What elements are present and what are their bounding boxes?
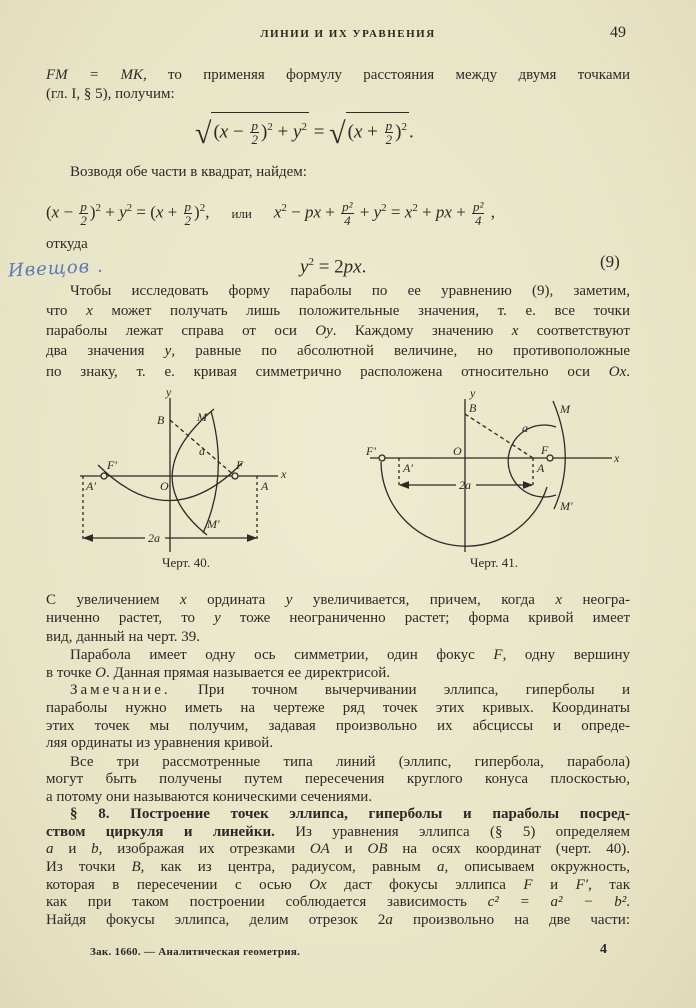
- text-run: =: [386, 202, 405, 222]
- fraction-denominator: 2: [251, 132, 258, 148]
- text-run: ,: [486, 202, 495, 222]
- figure-41-caption: Черт. 41.: [470, 555, 519, 570]
- text-line: [46, 839, 630, 859]
- label-y: y: [166, 385, 172, 399]
- text-run: и: [532, 877, 576, 893]
- text-line: [46, 769, 630, 789]
- text-run: = (: [132, 202, 156, 222]
- focus-point-left: [379, 455, 385, 461]
- text-run: . Каждому значению: [332, 323, 512, 339]
- fraction-denominator: 2: [184, 213, 192, 229]
- text-run: Из точки: [46, 859, 132, 875]
- text-run: а потому они называются коническими сечениями.: [46, 789, 373, 805]
- label-A: A: [261, 479, 269, 493]
- superscript: 2: [301, 121, 307, 133]
- italic-math: c² = a² − b²: [487, 894, 627, 910]
- running-title: ЛИНИИ И ИХ УРАВНЕНИЯ: [260, 28, 436, 40]
- text-run: ниченно растет, то: [46, 610, 215, 626]
- label-M: M: [560, 402, 570, 416]
- text-run: (гл. I, § 5), получим:: [46, 86, 175, 102]
- superscript: 2: [95, 202, 101, 214]
- label-M-prime: M′: [560, 499, 573, 513]
- footer-imprint: Зак. 1660. — Аналитическая геометрия.: [90, 946, 301, 958]
- figure-40-caption: Черт. 40.: [162, 555, 211, 570]
- text-run: параболы лежат справа от оси: [46, 323, 316, 339]
- label-A-prime: A′: [403, 461, 413, 475]
- text-run: , описываем окружность,: [444, 859, 630, 875]
- text-run: что: [46, 303, 87, 319]
- text-run: Возводя обе части в квадрат, найдем:: [70, 164, 307, 180]
- text-run: ордината: [186, 592, 286, 608]
- text-run: , так: [588, 877, 630, 893]
- text-run: (: [213, 121, 220, 143]
- text-run: , одну вершину: [502, 647, 631, 663]
- italic-math: O: [95, 665, 107, 681]
- label-F: F: [236, 458, 244, 472]
- label-O: O: [453, 444, 462, 458]
- fraction-numerator: p²: [342, 199, 353, 215]
- italic-math: x: [219, 121, 229, 143]
- text-run: (: [347, 121, 354, 143]
- text-run: +: [321, 202, 340, 222]
- text-run: , как из центра, радиусом, равным: [140, 859, 437, 875]
- italic-math: a: [436, 859, 445, 875]
- italic-math: x: [155, 202, 164, 222]
- text-run: С увеличением: [46, 592, 180, 608]
- text-run: вид, данный на черт. 39.: [46, 629, 201, 645]
- text-run: +: [362, 121, 383, 143]
- arc-M-M-prime: [553, 401, 565, 509]
- label-2a: 2a: [459, 478, 471, 492]
- text-run: произвольно на две части:: [392, 912, 630, 928]
- italic-math: F: [493, 647, 503, 663]
- focus-point-right: [232, 473, 238, 479]
- italic-math: px: [304, 202, 322, 222]
- superscript: 2: [199, 202, 206, 214]
- label-B: B: [157, 413, 165, 427]
- text-run: два значения: [46, 343, 165, 359]
- text-line: [46, 892, 630, 912]
- text-run: Из уравнения эллипса (§ 5) определяем: [274, 824, 630, 840]
- italic-math: F′: [575, 877, 589, 893]
- italic-math: b: [91, 841, 99, 857]
- italic-math: a: [46, 841, 54, 857]
- text-run: При точном вычерчивании эллипса, гиперболы и: [170, 682, 630, 698]
- figure-41-labels: [365, 386, 620, 513]
- italic-math: y: [119, 202, 127, 222]
- italic-math: Ox: [608, 364, 627, 380]
- italic-math: y: [293, 121, 302, 143]
- text-run: +: [355, 202, 374, 222]
- text-run: и: [329, 841, 368, 857]
- italic-math: y: [300, 256, 309, 278]
- text-run: неогра-: [562, 592, 631, 608]
- label-F: F: [541, 443, 549, 457]
- text-run: могут быть получены путем пересечения круглого конуса плоскостью,: [46, 771, 630, 787]
- italic-math: Ox: [309, 877, 327, 893]
- text-run: увеличивается, причем, когда: [292, 592, 556, 608]
- text-run: .: [626, 894, 630, 910]
- page-number: 49: [610, 24, 626, 41]
- handwritten-note: Ивещов .: [7, 255, 105, 282]
- text-run: параболы нужно иметь на чертеже ряд точек этих кривых. Координаты: [46, 700, 630, 716]
- italic-math: x: [353, 121, 363, 143]
- italic-math: FM = MK,: [46, 67, 147, 83]
- text-run: которая в пересечении с осью: [46, 877, 310, 893]
- superscript: 2: [381, 202, 387, 214]
- italic-math: y: [373, 202, 382, 222]
- superscript: 2: [308, 256, 314, 268]
- text-run: этих точек мы получим, задавая произвольно их абсциссы и опреде-: [46, 718, 630, 734]
- label-x: x: [281, 467, 287, 481]
- italic-math: x: [555, 592, 563, 608]
- text-run: ): [395, 121, 402, 143]
- italic-math: y: [285, 592, 293, 608]
- label-a: a: [522, 421, 528, 435]
- italic-math: F: [523, 877, 533, 893]
- fraction-denominator: 2: [80, 213, 87, 229]
- text-run: +: [417, 202, 436, 222]
- bold-heading: § 8. Построение точек эллипса, гиперболы и параболы посред-: [70, 806, 630, 822]
- text-run: Все три рассмотренные типа линий (эллипс, гипербола, парабола): [70, 754, 630, 770]
- label-2a: 2a: [148, 531, 160, 545]
- text-run: ляя ординаты из уравнения кривой.: [46, 735, 274, 751]
- text-run: соответствуют: [518, 323, 630, 339]
- text-run: (: [46, 202, 52, 222]
- text-run: в точке: [46, 665, 96, 681]
- text-run: даст фокусы эллипса: [326, 877, 524, 893]
- text-line: [46, 608, 630, 628]
- italic-math: Oy: [315, 323, 333, 339]
- figure-40: [80, 398, 278, 552]
- fraction-numerator: p: [251, 118, 258, 134]
- spaced-emphasis: Замечание.: [70, 682, 171, 698]
- text-run: ): [260, 121, 268, 143]
- italic-math: x: [511, 323, 519, 339]
- text-run: и: [53, 841, 92, 857]
- signature-mark: 4: [600, 942, 607, 957]
- text-line: [70, 645, 630, 665]
- text-line: [46, 910, 630, 930]
- equation-number: (9): [600, 252, 620, 271]
- text-line: [46, 627, 200, 647]
- fraction-numerator: p: [385, 118, 393, 134]
- text-run: откуда: [46, 236, 88, 252]
- text-run: −: [59, 202, 78, 222]
- italic-math: y: [164, 343, 172, 359]
- text-run: .: [626, 364, 630, 380]
- text-run: то применяя формулу расстояния между двумя точками: [146, 67, 631, 83]
- italic-math: x: [86, 303, 93, 319]
- figure-41: [370, 399, 612, 552]
- text-run: Парабола имеет одну ось симметрии, один фокус: [70, 647, 494, 663]
- text-run: −: [286, 202, 305, 222]
- fraction-denominator: 4: [344, 213, 351, 229]
- label-F-prime: F′: [107, 458, 117, 472]
- italic-math: OB: [367, 841, 388, 857]
- italic-math: px: [435, 202, 452, 222]
- text-line: [46, 733, 273, 753]
- italic-math: x: [404, 202, 413, 222]
- circle-arc-right: [203, 411, 218, 533]
- text-line: [46, 698, 630, 718]
- label-A-prime: A′: [86, 479, 96, 493]
- text-run: +: [163, 202, 182, 222]
- italic-math: px: [343, 256, 362, 278]
- label-x: x: [614, 451, 620, 465]
- text-run: по знаку, т. е. кривая симметрично расположена относительно оси: [46, 364, 609, 380]
- text-run: +: [451, 202, 471, 222]
- superscript: 2: [412, 202, 418, 214]
- label-F-prime: F′: [366, 444, 376, 458]
- fraction-numerator: p: [184, 199, 192, 215]
- bold-heading: ством циркуля и линейки.: [46, 824, 275, 840]
- superscript: 2: [126, 202, 133, 214]
- text-run: на осях координат (черт. 40).: [387, 841, 630, 857]
- text-run: ): [89, 202, 96, 222]
- italic-math: a: [385, 912, 393, 928]
- text-run: как при таком построении соблюдается зависимость: [46, 894, 488, 910]
- text-line: [46, 590, 630, 610]
- text-run: = 2: [313, 256, 344, 278]
- text-run: .: [361, 256, 367, 278]
- text-run: , равные по абсолютной величине, но противоположные: [171, 343, 630, 359]
- text-run: ,: [205, 202, 210, 222]
- text-run: =: [308, 121, 330, 143]
- fraction-denominator: 2: [385, 132, 393, 148]
- label-A: A: [537, 461, 545, 475]
- text-run: +: [100, 202, 120, 222]
- italic-math: y: [214, 610, 221, 626]
- italic-math: x: [273, 202, 282, 222]
- focus-point-left: [101, 473, 107, 479]
- text-run: тоже неограниченно растет; форма кривой имеет: [220, 610, 630, 626]
- superscript: 2: [401, 121, 407, 133]
- superscript: 2: [281, 202, 287, 214]
- italic-math: B: [131, 859, 141, 875]
- text-run: может получать лишь положительные значения, т. е. все точки: [92, 303, 630, 319]
- label-O: O: [160, 479, 169, 493]
- label-B: B: [469, 401, 477, 415]
- label-M: M: [197, 410, 207, 424]
- connective-word: или: [231, 205, 252, 221]
- text-run: .: [408, 121, 414, 143]
- text-line: [46, 857, 630, 877]
- fraction-numerator: p: [80, 199, 87, 215]
- label-a: a: [199, 444, 205, 458]
- fraction-denominator: 4: [475, 213, 482, 229]
- text-run: Чтобы исследовать форму параболы по ее уравнению (9), заметим,: [70, 283, 630, 299]
- label-y: y: [470, 386, 476, 400]
- text-run: −: [228, 121, 249, 143]
- text-line: [70, 680, 630, 700]
- text-run: +: [272, 121, 293, 143]
- text-run: ): [194, 202, 200, 222]
- fraction-numerator: p²: [473, 199, 484, 215]
- italic-math: x: [51, 202, 60, 222]
- text-run: Найдя фокусы эллипса, делим отрезок 2: [46, 912, 386, 928]
- italic-math: OA: [309, 841, 330, 857]
- text-line: [70, 804, 630, 824]
- label-M-prime: M′: [207, 517, 220, 531]
- superscript: 2: [267, 121, 273, 133]
- italic-math: x: [179, 592, 187, 608]
- text-run: . Данная прямая называется ее директрисой.: [106, 665, 390, 681]
- text-run: , изображая их отрезками: [98, 841, 310, 857]
